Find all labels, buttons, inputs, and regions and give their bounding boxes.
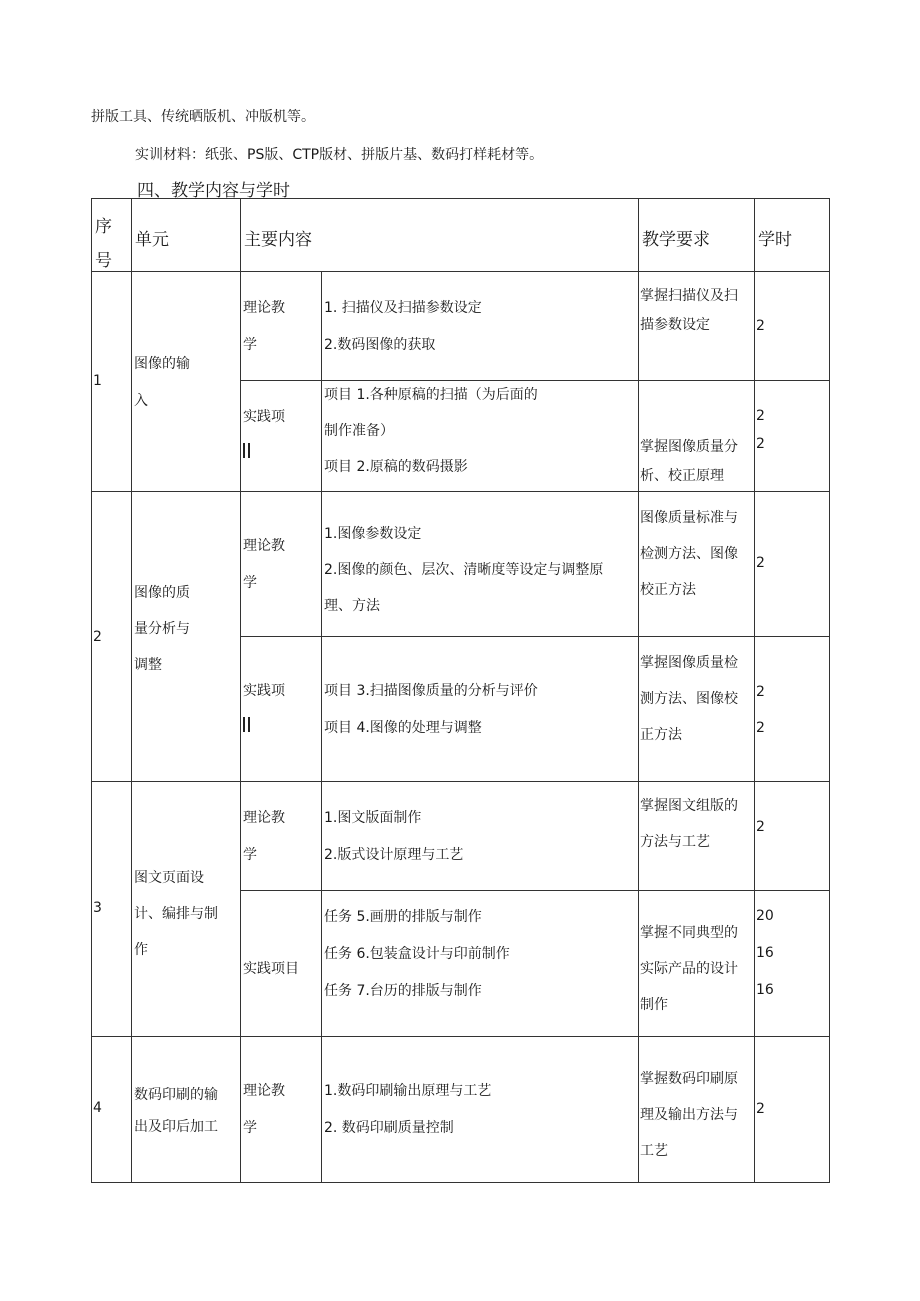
content-item: 任务 7.台历的排版与制作 xyxy=(324,983,482,999)
header-seq-line-2: 号 xyxy=(95,251,112,271)
hours-cell xyxy=(755,782,830,891)
type-line xyxy=(241,435,321,465)
header-seq xyxy=(92,199,132,272)
header-unit-label: 单元 xyxy=(135,230,169,250)
content-item: 任务 5.画册的排版与制作 xyxy=(324,909,482,925)
content-cell xyxy=(322,381,639,492)
unit-line: 图像的质 xyxy=(134,585,190,601)
requirement-line: 掌握图像质量检 xyxy=(640,655,738,671)
requirement-line: 掌握图文组版的 xyxy=(640,798,738,814)
seq-number: 1 xyxy=(93,373,102,389)
type-line: 学 xyxy=(243,337,257,353)
table-header-row xyxy=(92,199,830,272)
unit-line: 出及印后加工 xyxy=(134,1119,218,1135)
content-item: 任务 6.包装盒设计与印前制作 xyxy=(324,946,510,962)
requirement-line: 校正方法 xyxy=(640,582,696,598)
header-req xyxy=(639,199,755,272)
requirement-cell xyxy=(639,1037,755,1183)
unit-cell xyxy=(132,272,241,492)
content-cell xyxy=(322,1037,639,1183)
unit-line: 调整 xyxy=(134,657,162,673)
header-req-label: 教学要求 xyxy=(642,230,710,250)
content-item: 项目 4.图像的处理与调整 xyxy=(324,720,482,736)
header-hours-label: 学时 xyxy=(758,230,792,250)
content-cell xyxy=(322,272,639,381)
unit-line: 计、编排与制 xyxy=(134,906,218,922)
table-row xyxy=(92,272,830,381)
content-cell xyxy=(322,782,639,891)
hours-value: 16 xyxy=(756,945,774,961)
content-cell xyxy=(322,492,639,637)
type-line: 理论教 xyxy=(243,538,285,554)
requirement-line: 正方法 xyxy=(640,727,682,743)
requirement-cell xyxy=(639,492,755,637)
hours-value: 2 xyxy=(756,819,765,835)
type-line: 理论教 xyxy=(243,1083,285,1099)
requirement-line: 工艺 xyxy=(640,1143,668,1159)
header-content xyxy=(241,199,639,272)
seq-cell xyxy=(92,782,132,1037)
requirement-line: 检测方法、图像 xyxy=(640,546,738,562)
hours-cell xyxy=(755,637,830,782)
header-content-label: 主要内容 xyxy=(244,230,312,250)
content-item: 1.图像参数设定 xyxy=(324,526,422,542)
intro-line-1: 拼版工具、传统晒版机、冲版机等。 xyxy=(91,109,315,125)
type-line xyxy=(241,709,321,739)
content-item: 2.版式设计原理与工艺 xyxy=(324,847,464,863)
unit-line: 图文页面设 xyxy=(134,870,204,886)
type-line: 实践项 xyxy=(243,409,285,425)
requirement-line: 掌握扫描仪及扫 xyxy=(640,288,738,304)
hours-cell xyxy=(755,492,830,637)
type-line: 实践项目 xyxy=(243,961,299,977)
requirement-line: 掌握图像质量分 xyxy=(640,439,738,455)
content-item: 2.图像的颜色、层次、清晰度等设定与调整原 xyxy=(324,562,604,578)
header-seq-line-1: 序 xyxy=(95,217,112,237)
requirement-line: 测方法、图像校 xyxy=(640,691,738,707)
content-item: 2.数码图像的获取 xyxy=(324,337,436,353)
type-cell xyxy=(241,1037,322,1183)
unit-cell xyxy=(132,492,241,782)
unit-cell xyxy=(132,1037,241,1183)
type-cell xyxy=(241,637,322,782)
table-row xyxy=(92,1037,830,1183)
hours-value: 16 xyxy=(756,982,774,998)
seq-number: 3 xyxy=(93,900,102,916)
requirement-line: 实际产品的设计 xyxy=(640,961,738,977)
type-line: 理论教 xyxy=(243,300,285,316)
teaching-content-table xyxy=(91,198,830,1183)
content-cell xyxy=(322,637,639,782)
type-line: 学 xyxy=(243,847,257,863)
type-cell xyxy=(241,272,322,381)
unit-line: 数码印刷的输 xyxy=(134,1087,218,1103)
header-unit xyxy=(132,199,241,272)
requirement-cell xyxy=(639,272,755,381)
unit-line: 作 xyxy=(134,942,148,958)
table-row xyxy=(92,782,830,891)
unit-line: 量分析与 xyxy=(134,621,190,637)
hours-value: 2 xyxy=(756,1101,765,1117)
requirement-cell xyxy=(639,637,755,782)
seq-number: 2 xyxy=(93,629,102,645)
intro-line-2: 实训材料：纸张、PS版、CTP版材、拼版片基、数码打样耗材等。 xyxy=(135,147,544,163)
requirement-line: 掌握不同典型的 xyxy=(640,925,738,941)
unit-cell xyxy=(132,782,241,1037)
type-cell xyxy=(241,891,322,1037)
requirement-line: 掌握数码印刷原 xyxy=(640,1071,738,1087)
hours-cell xyxy=(755,272,830,381)
hours-value: 2 xyxy=(756,720,765,736)
hours-value: 20 xyxy=(756,908,774,924)
requirement-line: 制作 xyxy=(640,997,668,1013)
hours-cell xyxy=(755,381,830,492)
unit-line: 入 xyxy=(134,393,148,409)
content-item: 1.图文版面制作 xyxy=(324,810,422,826)
content-item: 制作准备） xyxy=(324,423,394,439)
type-cell xyxy=(241,381,322,492)
type-cell xyxy=(241,492,322,637)
header-hours xyxy=(755,199,830,272)
unit-line: 图像的输 xyxy=(134,356,190,372)
requirement-cell xyxy=(639,381,755,492)
content-item: 1. 扫描仪及扫描参数设定 xyxy=(324,300,482,316)
requirement-cell xyxy=(639,782,755,891)
type-line: 理论教 xyxy=(243,810,285,826)
seq-cell xyxy=(92,492,132,782)
seq-cell xyxy=(92,272,132,492)
hours-value: 2 xyxy=(756,318,765,334)
requirement-cell xyxy=(639,891,755,1037)
table-row xyxy=(92,492,830,637)
requirement-line: 理及输出方法与 xyxy=(640,1107,738,1123)
content-item: 项目 3.扫描图像质量的分析与评价 xyxy=(324,683,538,699)
type-cell xyxy=(241,782,322,891)
hours-value: 2 xyxy=(756,684,765,700)
hours-value: 2 xyxy=(756,408,765,424)
content-item: 项目 1.各种原稿的扫描（为后面的 xyxy=(324,387,538,403)
hours-value: 2 xyxy=(756,436,765,452)
seq-number: 4 xyxy=(93,1100,102,1116)
section-title: 四、教学内容与学时 xyxy=(137,181,290,201)
hours-cell xyxy=(755,891,830,1037)
requirement-line: 图像质量标准与 xyxy=(640,510,738,526)
content-item: 理、方法 xyxy=(324,598,380,614)
requirement-line: 方法与工艺 xyxy=(640,834,710,850)
type-line: 实践项 xyxy=(243,683,285,699)
type-line: 学 xyxy=(243,575,257,591)
seq-cell xyxy=(92,1037,132,1183)
type-line: 学 xyxy=(243,1120,257,1136)
requirement-line: 析、校正原理 xyxy=(640,468,724,484)
content-item: 项目 2.原稿的数码摄影 xyxy=(324,459,468,475)
requirement-line: 描参数设定 xyxy=(640,317,710,333)
content-item: 2. 数码印刷质量控制 xyxy=(324,1120,454,1136)
hours-cell xyxy=(755,1037,830,1183)
content-cell xyxy=(322,891,639,1037)
hours-value: 2 xyxy=(756,555,765,571)
content-item: 1.数码印刷输出原理与工艺 xyxy=(324,1083,492,1099)
